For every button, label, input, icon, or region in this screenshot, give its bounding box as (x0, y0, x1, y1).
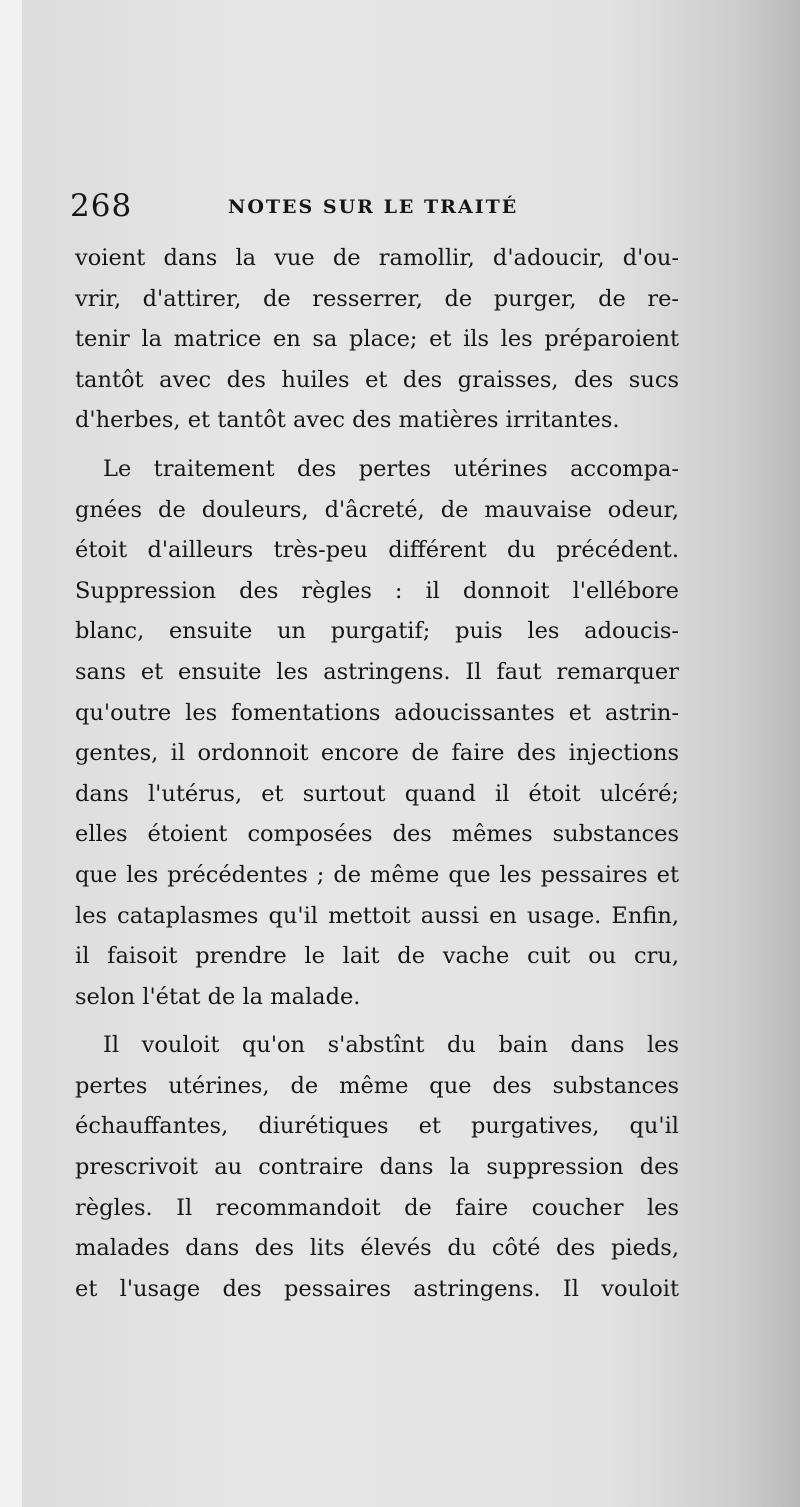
paragraph (75, 449, 679, 1017)
text-line: les cataplasmes qu'il mettoit aussi en usage. Enfin, (75, 902, 679, 929)
text-line: sans et ensuite les astringens. Il faut remarquer (75, 658, 679, 685)
text-line: gentes, il ordonnoit encore de faire des injections (75, 740, 679, 767)
text-line: gnées de douleurs, d'âcreté, de mauvaise odeur, (75, 496, 679, 523)
text-line: blanc, ensuite un purgatif; puis les adoucis- (75, 618, 679, 645)
text-line: elles étoient composées des mêmes substances (75, 821, 679, 848)
text-line: tantôt avec des huiles et des graisses, des sucs (75, 366, 679, 393)
text-line: il faisoit prendre le lait de vache cuit ou cru, (75, 943, 679, 970)
text-line: que les précédentes ; de même que les pessaires et (75, 861, 679, 888)
text-line: étoit d'ailleurs très-peu différent du précédent. (75, 537, 679, 564)
text-line: tenir la matrice en sa place; et ils les préparoient (75, 326, 679, 353)
text-line: d'herbes, et tantôt avec des matières irritantes. (75, 407, 620, 434)
text-line: selon l'état de la malade. (75, 983, 361, 1010)
paragraph (75, 238, 679, 441)
text-line: qu'outre les fomentations adoucissantes et astrin- (75, 699, 679, 726)
paragraph-gap (75, 441, 679, 449)
page-number: 268 (70, 188, 133, 224)
text-line: Suppression des règles : il donnoit l'ellébore (75, 577, 679, 604)
body-text (75, 238, 679, 1309)
text-line: prescrivoit au contraire dans la suppression des (75, 1154, 679, 1181)
left-margin (0, 0, 22, 1507)
text-line: Le traitement des pertes utérines accompa- (103, 455, 679, 482)
text-line: Il vouloit qu'on s'abstînt du bain dans les (103, 1032, 679, 1059)
text-line: malades dans des lits élevés du côté des pieds, (75, 1235, 679, 1262)
text-line: dans l'utérus, et surtout quand il étoit ulcéré; (75, 780, 679, 807)
text-line: et l'usage des pessaires astringens. Il vouloit (75, 1275, 679, 1302)
text-line: échauffantes, diurétiques et purgatives, qu'il (75, 1113, 679, 1140)
text-line: voient dans la vue de ramollir, d'adoucir, d'ou- (75, 245, 679, 271)
paragraph (75, 1025, 679, 1309)
running-title: NOTES SUR LE TRAITÉ (228, 196, 519, 218)
text-line: pertes utérines, de même que des substances (75, 1072, 679, 1099)
text-line: règles. Il recommandoit de faire coucher les (75, 1194, 679, 1221)
text-line: vrir, d'attirer, de resserrer, de purger, de re- (75, 285, 679, 312)
paragraph-gap (75, 1017, 679, 1025)
running-head (70, 188, 680, 228)
